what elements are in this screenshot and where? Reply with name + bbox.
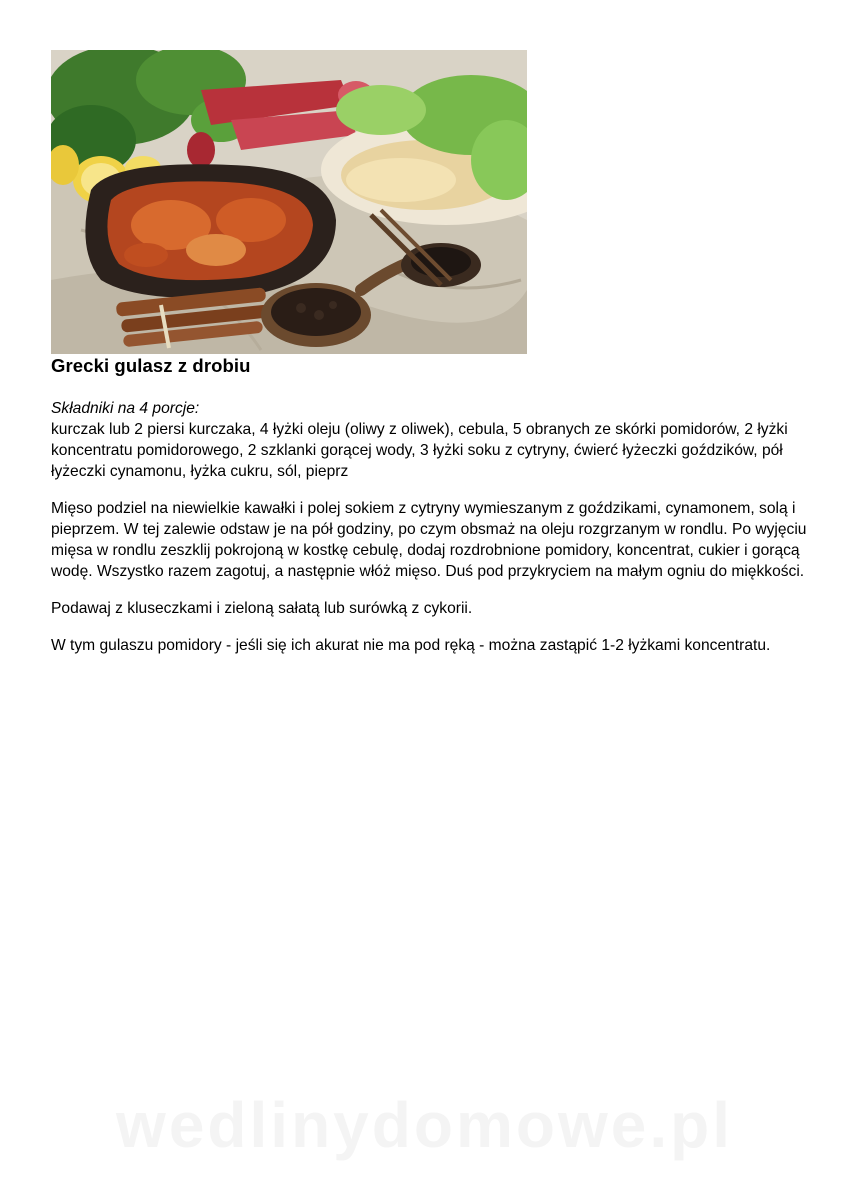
ingredients-label: Składniki na 4 porcje: bbox=[51, 400, 200, 417]
ingredients-text: kurczak lub 2 piersi kurczaka, 4 łyżki oleju (oliwy z oliwek), cebula, 5 obranych ze skórki pomidorów, 2 łyżki koncentratu pomidorowego, 2 szklanki gorącej wody, 3 łyżki soku z cytryny, ćwierć łyżeczki goździków, pół łyżeczki cynamonu, łyżka cukru, sól, pieprz bbox=[51, 421, 788, 480]
tip-paragraph: W tym gulaszu pomidory - jeśli się ich akurat nie ma pod ręką - można zastąpić 1-2 łyżkami koncentratu. bbox=[51, 637, 771, 654]
method-paragraph: Mięso podziel na niewielkie kawałki i polej sokiem z cytryny wymieszanym z goździkami, cynamonem, solą i pieprzem. W tej zalewie odstaw je na pół godziny, po czym obsmaż na oleju rozgrzanym w rondlu. Po wyjęciu mięsa w rondlu zeszklij pokrojoną w kostkę cebulę, dodaj rozdrobnione pomidory, koncentrat, cukier i gorącą wodę. Wszystko razem zagotuj, a następnie włóż mięso. Duś pod przykryciem na małym ogniu do miękkości. bbox=[51, 500, 807, 580]
recipe-title: Grecki gulasz z drobiu bbox=[51, 355, 251, 376]
site-watermark: wedlinydomowe.pl bbox=[116, 1089, 733, 1161]
recipe-photo bbox=[51, 50, 527, 354]
recipe-body bbox=[51, 398, 821, 672]
ingredients-section bbox=[51, 398, 821, 482]
serving-paragraph: Podawaj z kluseczkami i zieloną sałatą lub surówką z cykorii. bbox=[51, 600, 473, 617]
